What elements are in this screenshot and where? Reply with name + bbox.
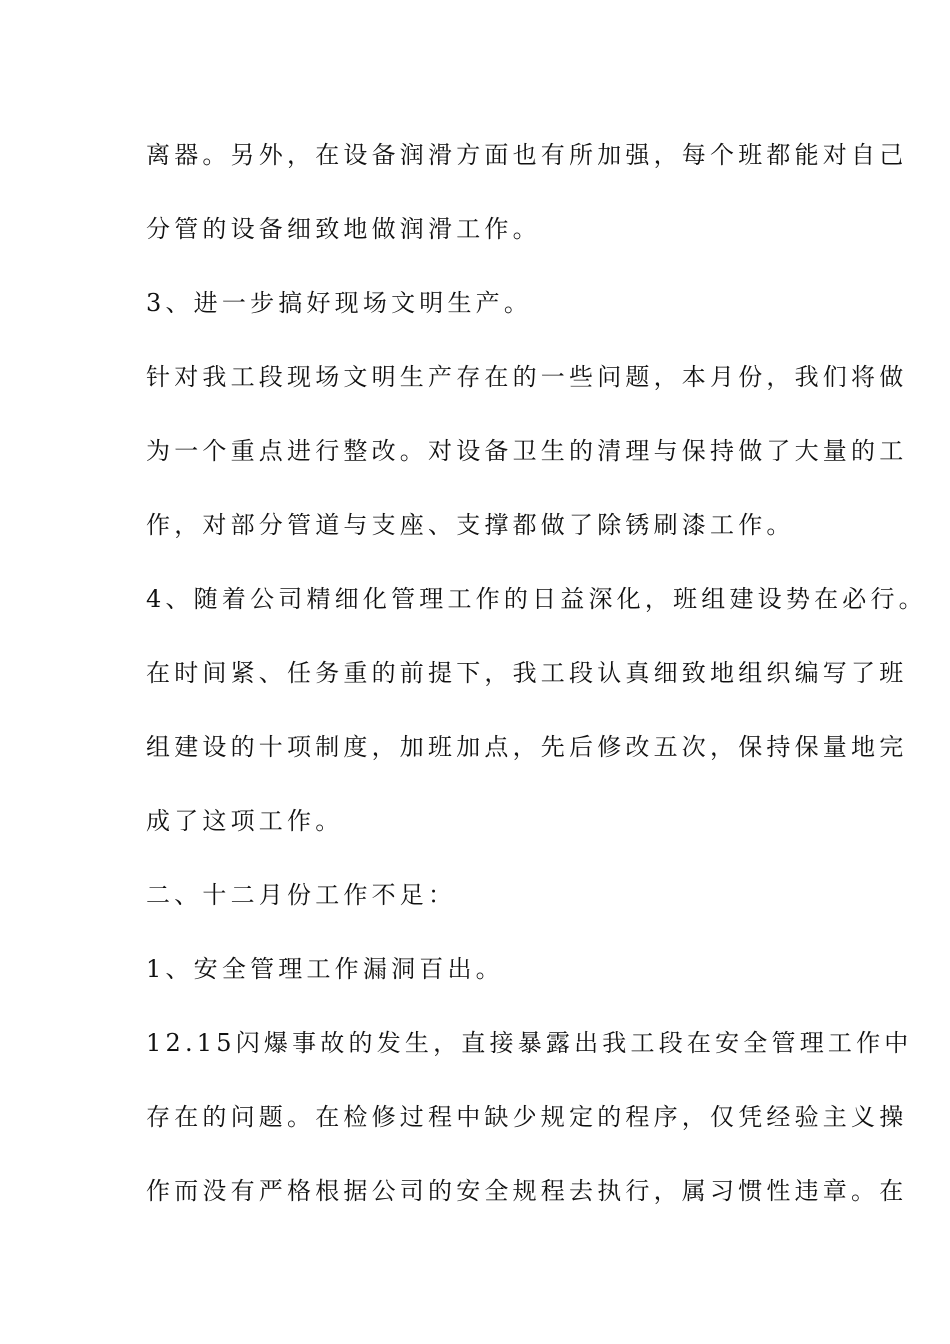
text-line: 针对我工段现场文明生产存在的一些问题，本月份，我们将做 (146, 363, 908, 391)
text-line: 为一个重点进行整改。对设备卫生的清理与保持做了大量的工 (146, 437, 908, 465)
section-heading: 二、十二月份工作不足： (146, 881, 457, 909)
text-line: 成了这项工作。 (146, 807, 344, 835)
text-line: 分管的设备细致地做润滑工作。 (146, 215, 541, 243)
text-line: 1、安全管理工作漏洞百出。 (146, 955, 504, 983)
text-line: 4、随着公司精细化管理工作的日益深化，班组建设势在必行。 (146, 585, 927, 613)
text-line: 在时间紧、任务重的前提下，我工段认真细致地组织编写了班 (146, 659, 908, 687)
text-line: 作而没有严格根据公司的安全规程去执行，属习惯性违章。在 (146, 1177, 908, 1205)
text-line: 3、进一步搞好现场文明生产。 (146, 289, 533, 317)
text-line: 组建设的十项制度，加班加点，先后修改五次，保持保量地完 (146, 733, 908, 761)
text-line: 离器。另外，在设备润滑方面也有所加强，每个班都能对自己 (146, 141, 908, 169)
text-line: 作，对部分管道与支座、支撑都做了除锈刷漆工作。 (146, 511, 795, 539)
text-line: 12.15闪爆事故的发生，直接暴露出我工段在安全管理工作中 (146, 1029, 913, 1057)
text-line: 存在的问题。在检修过程中缺少规定的程序，仅凭经验主义操 (146, 1103, 908, 1131)
